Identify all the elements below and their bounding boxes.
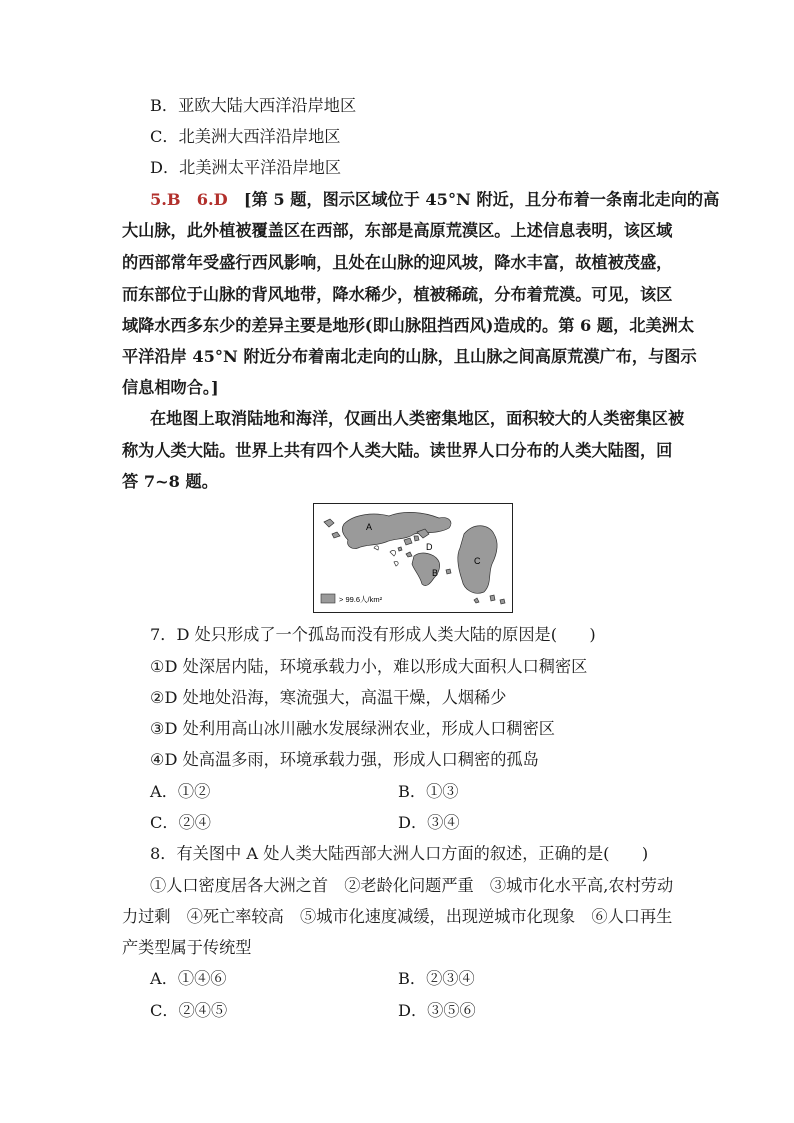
question-7-item-3: ③D 处利用高山冰川融水发展绿洲农业，形成人口稠密区 bbox=[150, 719, 555, 738]
question-8-option-d[interactable]: D．③⑤⑥ bbox=[398, 1001, 476, 1020]
question-8-option-a[interactable]: A．①④⑥ bbox=[150, 969, 227, 988]
island-shape bbox=[474, 598, 479, 603]
region-label-b: B bbox=[432, 568, 439, 578]
question-7-item-2: ②D 处地处沿海，寒流强大，高温干燥，人烟稀少 bbox=[150, 688, 507, 707]
region-label-c: C bbox=[474, 556, 481, 566]
answer-explanation-line-4: 而东部位于山脉的背风地带，降水稀少，植被稀疏，分布着荒漠。可见，该区 bbox=[122, 285, 673, 304]
region-label-a: A bbox=[366, 522, 373, 532]
option-c-q4: C．北美洲大西洋沿岸地区 bbox=[150, 127, 341, 146]
answer-explanation-line-2: 大山脉，此外植被覆盖区在西部，东部是高原荒漠区。上述信息表明，该区域 bbox=[122, 221, 673, 240]
question-7-option-b[interactable]: B．①③ bbox=[398, 782, 459, 801]
region-label-d: D bbox=[426, 542, 433, 552]
population-map-svg bbox=[314, 504, 512, 612]
island-shape bbox=[500, 599, 505, 604]
question-7-stem: 7．D 处只形成了一个孤岛而没有形成人类大陆的原因是( ) bbox=[150, 625, 596, 644]
answer-explanation-line-3: 的西部常年受盛行西风影响，且处在山脉的迎风坡，降水丰富，故植被茂盛， bbox=[122, 253, 673, 272]
answer-explanation-line-1: [第 5 题，图示区域位于 45°N 附近，且分布着一条南北走向的高 bbox=[243, 190, 720, 209]
island-shape bbox=[406, 552, 412, 557]
intro-line-2: 称为人类大陆。世界上共有四个人类大陆。读世界人口分布的人类大陆图，回 bbox=[122, 441, 673, 460]
island-shape bbox=[446, 569, 451, 574]
answer-first-line bbox=[150, 189, 719, 211]
population-map-figure bbox=[313, 503, 513, 613]
question-8-option-c[interactable]: C．②④⑤ bbox=[150, 1001, 228, 1020]
question-7-option-d[interactable]: D．③④ bbox=[398, 813, 460, 832]
island-shape bbox=[404, 538, 412, 545]
legend-swatch bbox=[321, 594, 335, 603]
region-a-shape bbox=[342, 512, 451, 548]
island-shape bbox=[324, 519, 334, 527]
legend-label: > 99.6人/km² bbox=[339, 595, 383, 604]
island-outline bbox=[394, 561, 398, 566]
question-8-line-1: ①人口密度居各大洲之首 ②老龄化问题严重 ③城市化水平高,农村劳动 bbox=[150, 876, 674, 895]
island-shape bbox=[414, 536, 419, 541]
intro-line-3: 答 7~8 题。 bbox=[122, 472, 218, 491]
island-outline bbox=[374, 546, 379, 550]
answer-explanation-line-6: 平洋沿岸 45°N 附近分布着南北走向的山脉，且山脉之间高原荒漠广布，与图示 bbox=[122, 347, 697, 366]
answer-explanation-line-7: 信息相吻合。] bbox=[122, 378, 219, 397]
question-8-option-b[interactable]: B．②③④ bbox=[398, 969, 475, 988]
question-8-stem: 8．有关图中 A 处人类大陆西部大洲人口方面的叙述，正确的是( ) bbox=[150, 844, 649, 863]
question-8-line-2: 力过剩 ④死亡率较高 ⑤城市化速度减缓，出现逆城市化现象 ⑥人口再生 bbox=[122, 907, 673, 926]
answer-key: 5.B 6.D bbox=[150, 190, 228, 209]
question-7-option-c[interactable]: C．②④ bbox=[150, 813, 211, 832]
question-7-option-a[interactable]: A．①② bbox=[150, 782, 211, 801]
option-b-q4: B．亚欧大陆大西洋沿岸地区 bbox=[150, 96, 357, 115]
question-7-item-4: ④D 处高温多雨，环境承载力强，形成人口稠密的孤岛 bbox=[150, 750, 539, 769]
question-7-item-1: ①D 处深居内陆，环境承载力小，难以形成大面积人口稠密区 bbox=[150, 657, 588, 676]
island-shape bbox=[332, 532, 340, 538]
island-outline bbox=[390, 550, 396, 556]
answer-explanation-line-5: 域降水西多东少的差异主要是地形(即山脉阻挡西风)造成的。第 6 题，北美洲太 bbox=[122, 316, 695, 335]
island-shape bbox=[398, 547, 402, 551]
island-shape bbox=[490, 595, 495, 601]
intro-line-1: 在地图上取消陆地和海洋，仅画出人类密集地区，面积较大的人类密集区被 bbox=[150, 409, 685, 428]
question-8-line-3: 产类型属于传统型 bbox=[122, 938, 252, 957]
option-d-q4: D．北美洲太平洋沿岸地区 bbox=[150, 158, 342, 177]
